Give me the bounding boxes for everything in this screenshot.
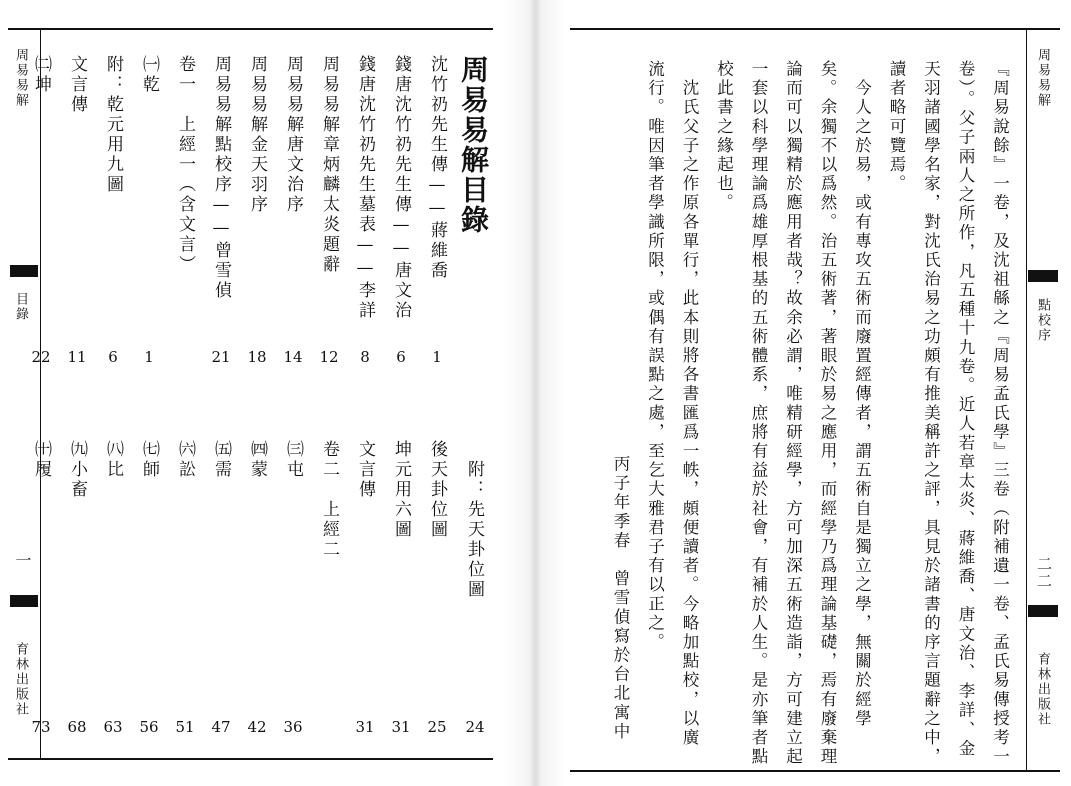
toc-page-number: 47: [211, 718, 231, 736]
toc-entry-bottom: ㈨小畜: [67, 440, 87, 500]
toc-entry: 文言傳: [67, 55, 87, 115]
preface-column: 今人之於易，或有專攻五術而廢置經傳者，謂五術自是獨立之學，無關於經學: [852, 60, 872, 729]
toc-entry-bottom: 卷二 上經二: [319, 440, 339, 560]
page-folio: 二二: [1035, 556, 1053, 590]
toc-page-number: 36: [283, 718, 303, 736]
toc-page-number: 25: [427, 718, 447, 736]
preface-column: 流行。唯因筆者學識所限，或偶有誤點之處，至乞大雅君子有以正之。: [645, 60, 665, 653]
toc-entry: 周易易解點校序——曾雪偵: [211, 55, 231, 301]
toc-entry: 錢唐沈竹礽先生墓表——李詳: [355, 55, 375, 321]
toc-entry-bottom: 後天卦位圖: [427, 440, 447, 540]
margin-rule: [40, 28, 41, 760]
toc-entry: 沈竹礽先生傳——蔣維喬: [427, 55, 447, 281]
bottom-rule: [8, 758, 493, 760]
section-marker-bar: [1028, 270, 1058, 282]
toc-entry-bottom: 文言傳: [355, 440, 375, 500]
toc-entry: 周易易解章炳麟太炎題辭: [319, 55, 339, 275]
preface-column: 『周易說餘』一卷，及沈祖緜之『周易孟氏學』三卷（附補遺一卷、孟氏易傳授考一: [990, 60, 1010, 767]
toc-page-number: 63: [103, 718, 123, 736]
toc-page-number: 68: [67, 718, 87, 736]
toc-entry: 卷一 上經一（含文言）: [175, 55, 195, 275]
preface-column: 論而可以獨精於應用者哉？故余必謂，唯精研經學，方可加深五術造詣，方可建立起: [783, 60, 803, 767]
top-rule: [8, 28, 493, 30]
preface-column: 讀者略可覽焉。: [887, 60, 906, 194]
toc-entry: 錢唐沈竹礽先生傳——唐文治: [391, 55, 411, 321]
toc-page-number: 18: [247, 348, 267, 366]
section-label: 目錄: [13, 292, 28, 322]
toc-entry-bottom: ㈤需: [211, 440, 231, 480]
preface-column: 卷）。父子兩人之所作，凡五種十九卷。近人若章太炎、蔣維喬、唐文治、李詳、金: [956, 60, 975, 759]
preface-column: 校此書之緣起也。: [714, 60, 734, 213]
toc-entry-bottom: ㈥訟: [175, 440, 195, 480]
preface-signature: 丙子年季春 曾雪偵寫於台北寓中: [611, 455, 630, 742]
footer-marker-bar: [10, 595, 38, 607]
section-marker-bar: [10, 265, 38, 277]
toc-page-number: 1: [432, 348, 442, 366]
running-head: 周易易解: [1035, 48, 1050, 108]
toc-entry-bottom: ㈦師: [139, 440, 159, 480]
toc-page-number: 24: [465, 718, 485, 736]
toc-page-number: 51: [175, 718, 195, 736]
toc-entry-bottom: ㈧比: [103, 440, 123, 480]
toc-page-number: 22: [31, 348, 51, 366]
toc-entry-bottom: ㈢屯: [283, 440, 303, 480]
publisher: 育林出版社: [1035, 652, 1050, 727]
toc-page-number: 73: [31, 718, 51, 736]
toc-page-number: 8: [360, 348, 370, 366]
toc-entry-bottom: 坤元用六圖: [391, 440, 411, 540]
right-page-preface: [566, 0, 1071, 786]
margin-rule: [1026, 28, 1027, 772]
preface-column: 天羽諸國學名家，對沈氏治易之功頗有推美稱許之評，具見於諸書的序言題辭之中，: [921, 60, 941, 767]
toc-page-number: 42: [247, 718, 267, 736]
left-page-contents: [0, 0, 505, 786]
toc-title: 周易易解目錄: [457, 55, 490, 235]
toc-entry-bottom: ㈩履: [31, 440, 51, 480]
toc-page-number: 11: [67, 348, 87, 366]
toc-entry: ㈡坤: [31, 55, 51, 95]
toc-entry-bottom: ㈣蒙: [247, 440, 267, 480]
toc-page-number: 6: [108, 348, 118, 366]
toc-entry: 周易易解唐文治序: [283, 55, 303, 215]
publisher: 育林出版社: [13, 642, 28, 717]
toc-page-number: 31: [391, 718, 411, 736]
preface-column: 矣。余獨不以爲然。治五術著，著眼於易之應用，而經學乃爲理論基礎，焉有廢棄理: [818, 60, 837, 767]
toc-entry: ㈠乾: [139, 55, 159, 95]
running-head: 周易易解: [13, 48, 28, 108]
top-rule: [570, 28, 1060, 30]
preface-column: 一套以科學理論爲雄厚根基的五術體系，庶將有益於社會，有補於人生。是亦筆者點: [749, 60, 768, 767]
toc-entry: 周易易解金天羽序: [247, 55, 267, 215]
toc-page-number: 21: [211, 348, 231, 366]
section-label: 點校序: [1035, 298, 1050, 343]
toc-page-number: 56: [139, 718, 159, 736]
book-gutter: [505, 0, 566, 786]
toc-page-number: 6: [396, 348, 406, 366]
bottom-rule: [570, 770, 1060, 772]
footer-marker-bar: [1028, 605, 1058, 617]
page-folio: 一: [13, 552, 32, 570]
toc-page-number: 1: [144, 348, 154, 366]
toc-page-number: 14: [283, 348, 303, 366]
toc-entry-bottom: 附：先天卦位圖: [464, 460, 484, 600]
preface-column: 沈氏父子之作原各單行，此本則將各書匯爲一帙，頗便讀者。今略加點校，以廣: [680, 60, 699, 748]
toc-page-number: 12: [319, 348, 339, 366]
toc-page-number: 31: [355, 718, 375, 736]
toc-entry: 附：乾元用九圖: [103, 55, 123, 195]
